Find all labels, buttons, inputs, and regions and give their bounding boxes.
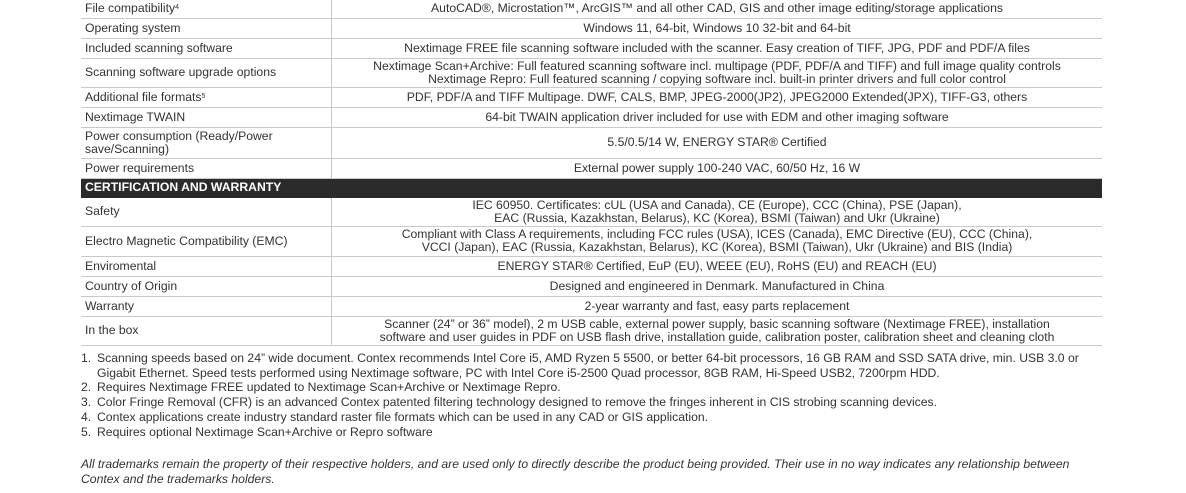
footnote-item (81, 410, 1106, 425)
spec-value-line: Scanner (24” or 36” model), 2 m USB cable, external power supply, basic scanning software (Nextimage FREE), installation (384, 316, 1050, 331)
spec-label (81, 316, 332, 345)
spec-label (81, 18, 332, 38)
spec-value-line: Nextimage Repro: Full featured scanning / copying software incl. built-in printer drivers and full color control (428, 71, 1006, 86)
footnote-text: Scanning speeds based on 24” wide document. Contex recommends Intel Core i5, AMD Ryzen 5 5500, or better 64-bit processors, 16 GB RAM and SSD SATA drive, min. USB 3.0 or Gigabit Ethernet. Speed tests performed using Nextimage software, PC with Intel Core i5-2500 Quad processor, 8GB RAM, Hi-Speed USB2, 7200rpm HDD. (97, 351, 1079, 380)
spec-value-line: Compliant with Class A requirements, including FCC rules (USA), ICES (Canada), EMC Directive (EU), CCC (China), (401, 227, 1033, 241)
spec-label (81, 38, 332, 58)
spec-value-line: ENERGY STAR® Certified, EuP (EU), WEEE (EU), RoHS (EU) and REACH (EU) (497, 258, 937, 273)
spec-label-text: Scanning software upgrade options (85, 65, 277, 79)
spec-value (332, 87, 1103, 107)
spec-label-text: Country of Origin (85, 278, 178, 293)
footnote-number: 5. (81, 424, 92, 439)
spec-value-line: EAC (Russia, Kazakhstan, Belarus), KC (Korea), BSMI (Taiwan) and Ukr (Ukraine) (494, 210, 940, 225)
spec-label (81, 197, 332, 226)
spec-label (81, 158, 332, 178)
spec-label-text: Warranty (85, 298, 134, 313)
spec-row (81, 256, 1102, 276)
footnote-number: 1. (81, 351, 92, 365)
spec-label-text: File compatibility (85, 1, 176, 16)
spec-value (332, 38, 1103, 58)
spec-row (81, 296, 1102, 316)
footnote-item (81, 351, 1106, 380)
spec-value-line: Windows 11, 64-bit, Windows 10 32-bit and 64-bit (583, 20, 851, 35)
section-header-row (81, 178, 1102, 197)
spec-value (332, 197, 1103, 226)
spec-label-text: Enviromental (85, 258, 157, 273)
spec-value-line: IEC 60950. Certificates: cUL (USA and Canada), CE (Europe), CCC (China), PSE (Japan), (472, 197, 962, 212)
spec-value-line: 64-bit TWAIN application driver included for use with EDM and other imaging software (485, 109, 949, 124)
spec-label (81, 107, 332, 127)
spec-value (332, 58, 1103, 87)
spec-label (81, 276, 332, 296)
spec-value (332, 276, 1103, 296)
spec-label (81, 58, 332, 87)
footnote-number: 4. (81, 409, 92, 424)
footnote-ref: 5 (201, 92, 206, 100)
footnote-item (81, 395, 1106, 410)
spec-value-line: AutoCAD®, Microstation™, ArcGIS™ and all other CAD, GIS and other image editing/storage applications (431, 1, 1003, 16)
spec-label (81, 127, 332, 158)
spec-value-line: PDF, PDF/A and TIFF Multipage. DWF, CALS, BMP, JPEG-2000(JP2), JPEG2000 Extended(JPX), TIFF-G3, others (406, 89, 1028, 104)
spec-row (81, 87, 1102, 107)
spec-value-line: Nextimage FREE file scanning software included with the scanner. Easy creation of TIFF, JPG, PDF and PDF/A files (404, 40, 1030, 55)
spec-label-text: Power requirements (85, 160, 195, 175)
spec-value-line: 2-year warranty and fast, easy parts replacement (584, 298, 850, 313)
spec-value-line: Designed and engineered in Denmark. Manufactured in China (549, 278, 885, 293)
spec-value-line: Nextimage Scan+Archive: Full featured scanning software incl. multipage (PDF, PDF/A and TIFF) and full image quality controls (373, 58, 1061, 73)
spec-row (81, 58, 1102, 87)
spec-row (81, 226, 1102, 256)
spec-row (81, 0, 1102, 18)
spec-table (81, 0, 1102, 346)
spec-value (332, 256, 1103, 276)
spec-value-line: VCCI (Japan), EAC (Russia, Kazakhstan, Belarus), KC (Korea), BSMI (Taiwan), Ukr (Ukraine) and BIS (India) (421, 240, 1013, 254)
spec-row (81, 127, 1102, 158)
spec-label (81, 296, 332, 316)
footnote-text: Requires Nextimage FREE updated to Nextimage Scan+Archive or Nextimage Repro. (97, 380, 561, 395)
spec-row (81, 158, 1102, 178)
footnote-number: 3. (81, 395, 92, 410)
spec-label (81, 87, 332, 107)
footnote-text: Contex applications create industry standard raster file formats which can be used in any CAD or GIS application. (97, 409, 709, 424)
spec-value (332, 18, 1103, 38)
spec-label (81, 256, 332, 276)
spec-row (81, 107, 1102, 127)
spec-row (81, 197, 1102, 226)
spec-label-text: Power consumption (Ready/Power save/Scanning) (85, 128, 273, 156)
spec-value (332, 158, 1103, 178)
spec-row (81, 316, 1102, 345)
spec-table-body (81, 0, 1102, 345)
spec-value (332, 296, 1103, 316)
spec-label-text: Nextimage TWAIN (85, 109, 186, 124)
spec-label-text: Included scanning software (85, 40, 233, 55)
spec-value-line: software and user guides in PDF on USB flash drive, installation guide, calibration poster, calibration sheet and cleaning cloth (379, 329, 1055, 344)
footnotes-list (81, 351, 1106, 439)
footnote-ref: 4 (175, 4, 179, 12)
spec-row (81, 18, 1102, 38)
footnote-item (81, 380, 1106, 395)
section-header: CERTIFICATION AND WARRANTY (81, 178, 1102, 197)
spec-value-line: 5.5/0.5/14 W, ENERGY STAR® Certified (607, 135, 827, 149)
footnote-text: Color Fringe Removal (CFR) is an advanced Contex patented filtering technology designed to remove the fringes inherent in CIS strobing scanning devices. (97, 395, 938, 410)
spec-row (81, 38, 1102, 58)
spec-value (332, 107, 1103, 127)
spec-value-line: External power supply 100-240 VAC, 60/50 Hz, 16 W (573, 160, 861, 175)
spec-label (81, 226, 332, 256)
spec-label-text: Additional file formats (85, 89, 202, 104)
spec-value (332, 127, 1103, 158)
spec-label (81, 0, 332, 18)
spec-value (332, 0, 1103, 18)
spec-value (332, 226, 1103, 256)
spec-label-text: Electro Magnetic Compatibility (EMC) (85, 233, 288, 248)
spec-label-text: Operating system (85, 20, 181, 35)
spec-value (332, 316, 1103, 345)
spec-label-text: In the box (85, 323, 139, 337)
footnote-item (81, 425, 1106, 440)
spec-label-text: Safety (85, 204, 120, 218)
footnote-text: Requires optional Nextimage Scan+Archive or Repro software (97, 424, 433, 439)
trademark-disclaimer: All trademarks remain the property of their respective holders, and are used only to directly describe the product being provided. Their use in no way indicates any relationship between Contex and the trademarks holders. (81, 457, 1070, 486)
spec-row (81, 276, 1102, 296)
footnote-number: 2. (81, 380, 92, 395)
